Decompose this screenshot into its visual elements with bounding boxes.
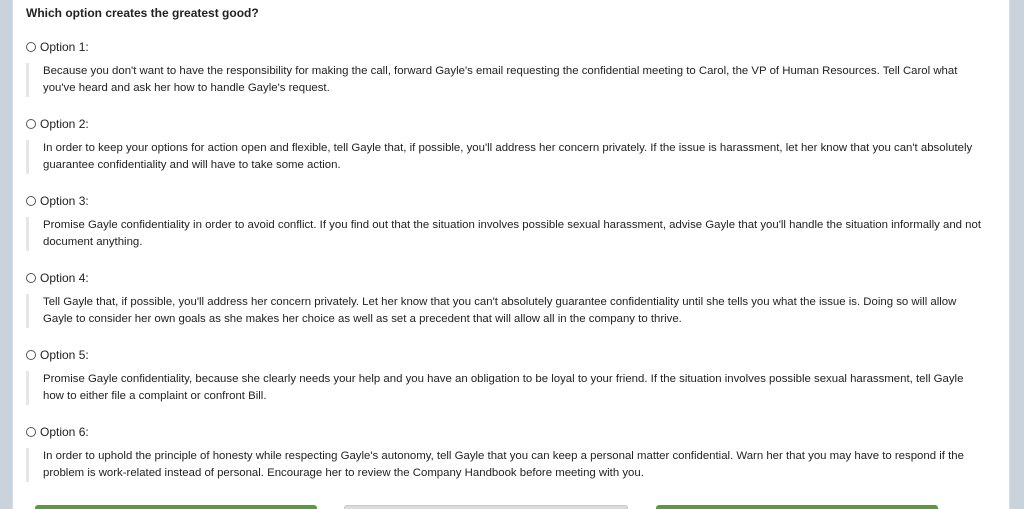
option-4-text: Tell Gayle that, if possible, you'll address her concern privately. Let her know that you can't absolutely guarantee confidentiality until she tells you what the issue is. Doing so will allow Gayle to consider her own goals as she makes her choice as well as set a precedent that will allow all in the company to thrive. — [26, 294, 986, 328]
option-1[interactable] — [26, 40, 996, 117]
left-action-button[interactable] — [35, 505, 317, 509]
middle-action-button[interactable] — [344, 505, 628, 509]
option-3-header[interactable] — [26, 194, 996, 208]
bottom-buttons — [35, 505, 945, 509]
radio-button-icon[interactable] — [26, 273, 36, 283]
option-4[interactable] — [26, 271, 996, 348]
option-1-header[interactable] — [26, 40, 996, 54]
option-2-header[interactable] — [26, 117, 996, 131]
option-1-text: Because you don't want to have the responsibility for making the call, forward Gayle's email requesting the confidential meeting to Carol, the VP of Human Resources. Tell Carol what you've heard and ask her how to handle Gayle's request. — [26, 63, 986, 97]
radio-button-icon[interactable] — [26, 427, 36, 437]
option-5[interactable] — [26, 348, 996, 425]
option-4-label: Option 4: — [40, 271, 89, 285]
option-6-header[interactable] — [26, 425, 996, 439]
radio-button-icon[interactable] — [26, 42, 36, 52]
option-2-label: Option 2: — [40, 117, 89, 131]
option-5-text: Promise Gayle confidentiality, because she clearly needs your help and you have an obligation to be loyal to your friend. If the situation involves possible sexual harassment, tell Gayle how to either file a complaint or confront Bill. — [26, 371, 986, 405]
option-6-label: Option 6: — [40, 425, 89, 439]
option-1-label: Option 1: — [40, 40, 89, 54]
option-5-label: Option 5: — [40, 348, 89, 362]
option-3-label: Option 3: — [40, 194, 89, 208]
radio-button-icon[interactable] — [26, 196, 36, 206]
option-3-text: Promise Gayle confidentiality in order to avoid conflict. If you find out that the situation involves possible sexual harassment, advise Gayle that you'll handle the situation informally and not document anything. — [26, 217, 986, 251]
radio-button-icon[interactable] — [26, 350, 36, 360]
option-5-header[interactable] — [26, 348, 996, 362]
right-action-button[interactable] — [656, 505, 938, 509]
option-4-header[interactable] — [26, 271, 996, 285]
options-list — [26, 40, 996, 502]
question-title: Which option creates the greatest good? — [26, 6, 259, 20]
question-panel — [12, 0, 1010, 509]
option-3[interactable] — [26, 194, 996, 271]
option-2[interactable] — [26, 117, 996, 194]
option-6[interactable] — [26, 425, 996, 502]
radio-button-icon[interactable] — [26, 119, 36, 129]
option-6-text: In order to uphold the principle of honesty while respecting Gayle's autonomy, tell Gayle that you can keep a personal matter confidential. Warn her that you may have to respond if the problem is work-related instead of personal. Encourage her to review the Company Handbook before meeting with you. — [26, 448, 986, 482]
option-2-text: In order to keep your options for action open and flexible, tell Gayle that, if possible, you'll address her concern privately. If the issue is harassment, let her know that you can't absolutely guarantee confidentiality and will have to take some action. — [26, 140, 986, 174]
